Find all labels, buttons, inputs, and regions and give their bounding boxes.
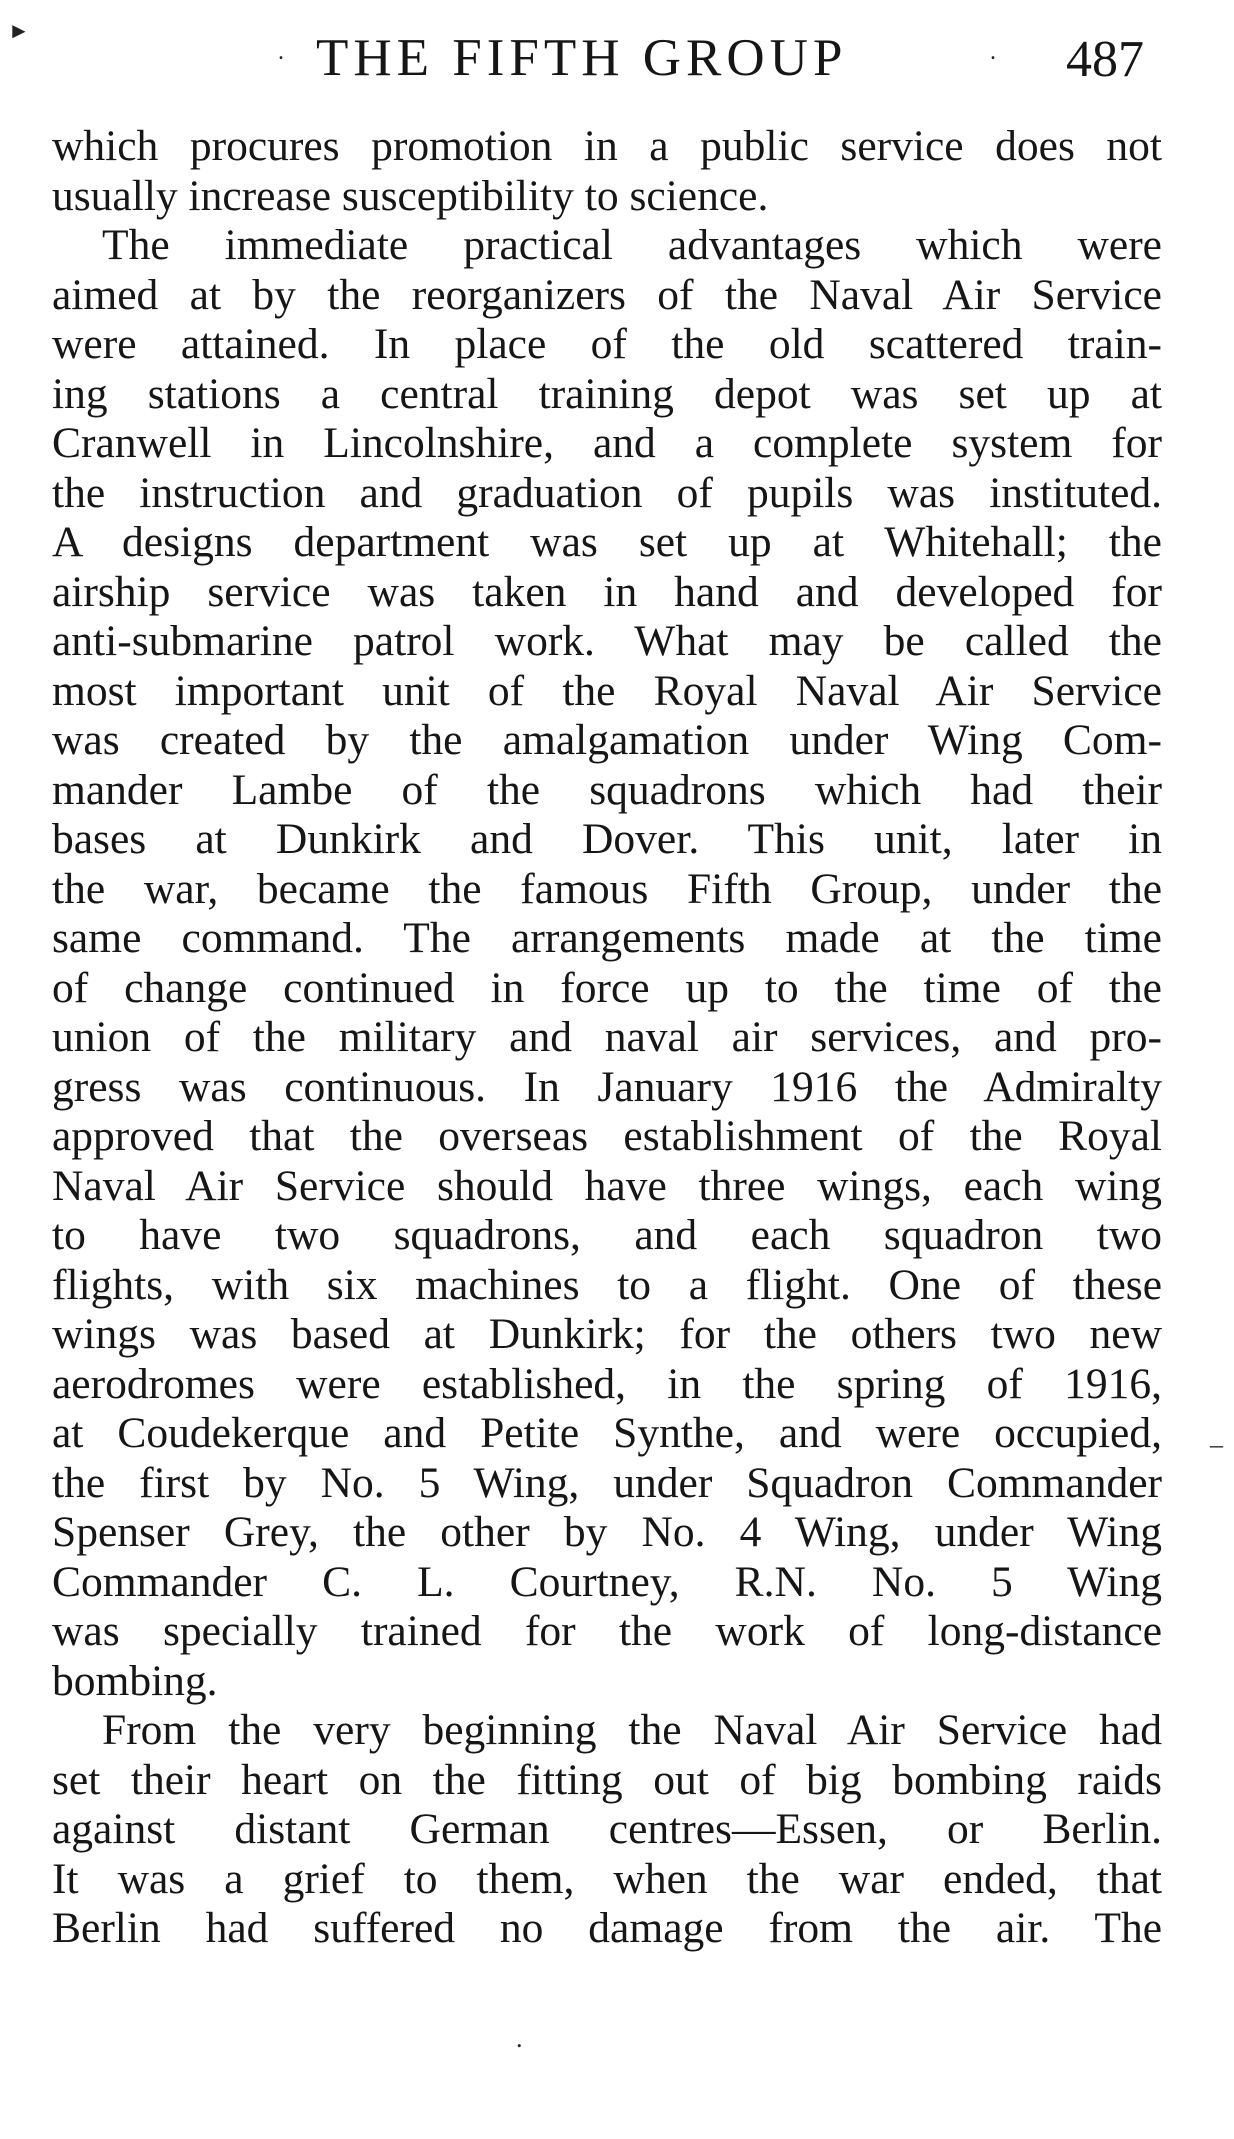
bottom-print-mark: . <box>516 2024 523 2053</box>
text-line: Naval Air Service should have three wings, each wing <box>52 1161 1162 1210</box>
corner-print-mark: ► <box>8 18 30 43</box>
text-line: From the very beginning the Naval Air Service had <box>102 1706 1162 1754</box>
margin-print-mark: – <box>1210 1430 1223 1459</box>
text-line: which procures promotion in a public service does not <box>52 122 1162 170</box>
text-line: gress was continuous. In January 1916 the Admiralty <box>52 1062 1162 1111</box>
text-line: bases at Dunkirk and Dover. This unit, later in <box>52 815 1162 863</box>
page-number: 487 <box>1066 31 1144 88</box>
text-line: mander Lambe of the squadrons which had their <box>52 765 1162 814</box>
text-line: of change continued in force up to the time of the <box>52 963 1162 1012</box>
text-line: The immediate practical advantages which were <box>102 221 1162 269</box>
header-print-mark: . <box>990 39 996 65</box>
text-line: aimed at by the reorganizers of the Naval Air Service <box>52 270 1162 319</box>
text-line: Berlin had suffered no damage from the air. The <box>52 1904 1162 1952</box>
page-header <box>0 26 1234 106</box>
text-line: wings was based at Dunkirk; for the others two new <box>52 1310 1162 1358</box>
text-line: set their heart on the fitting out of big bombing raids <box>52 1755 1162 1804</box>
text-line: same command. The arrangements made at the time <box>52 914 1162 962</box>
text-line: most important unit of the Royal Naval Air Service <box>52 666 1162 715</box>
text-line: bombing. <box>52 1656 218 1705</box>
text-line: the instruction and graduation of pupils was instituted. <box>52 468 1162 517</box>
body-text <box>52 122 1162 1954</box>
text-line: Spenser Grey, the other by No. 4 Wing, under Wing <box>52 1508 1162 1556</box>
text-line: A designs department was set up at Whitehall; the <box>52 518 1162 566</box>
text-line: airship service was taken in hand and developed for <box>52 567 1162 616</box>
running-head: THE FIFTH GROUP <box>316 29 848 87</box>
header-print-mark: . <box>278 39 284 65</box>
text-line: approved that the overseas establishment of the Royal <box>52 1112 1162 1160</box>
text-line: the war, became the famous Fifth Group, under the <box>52 864 1162 913</box>
text-line: ing stations a central training depot was set up at <box>52 369 1162 418</box>
text-line: were attained. In place of the old scattered train- <box>52 320 1162 368</box>
text-line: was created by the amalgamation under Wing Com- <box>52 716 1162 764</box>
text-line: aerodromes were established, in the spring of 1916, <box>52 1359 1162 1408</box>
text-line: union of the military and naval air services, and pro- <box>52 1013 1162 1061</box>
text-line: to have two squadrons, and each squadron two <box>52 1211 1162 1259</box>
text-line: at Coudekerque and Petite Synthe, and were occupied, <box>52 1409 1162 1457</box>
text-line: usually increase susceptibility to science. <box>52 171 769 220</box>
text-line: Commander C. L. Courtney, R.N. No. 5 Wing <box>52 1557 1162 1606</box>
text-line: against distant German centres—Essen, or Berlin. <box>52 1805 1162 1853</box>
text-line: the first by No. 5 Wing, under Squadron Commander <box>52 1458 1162 1507</box>
text-line: It was a grief to them, when the war ended, that <box>52 1854 1162 1903</box>
text-line: anti-submarine patrol work. What may be called the <box>52 617 1162 665</box>
text-line: Cranwell in Lincolnshire, and a complete system for <box>52 419 1162 467</box>
text-line: flights, with six machines to a flight. One of these <box>52 1260 1162 1309</box>
text-line: was specially trained for the work of long-distance <box>52 1607 1162 1655</box>
